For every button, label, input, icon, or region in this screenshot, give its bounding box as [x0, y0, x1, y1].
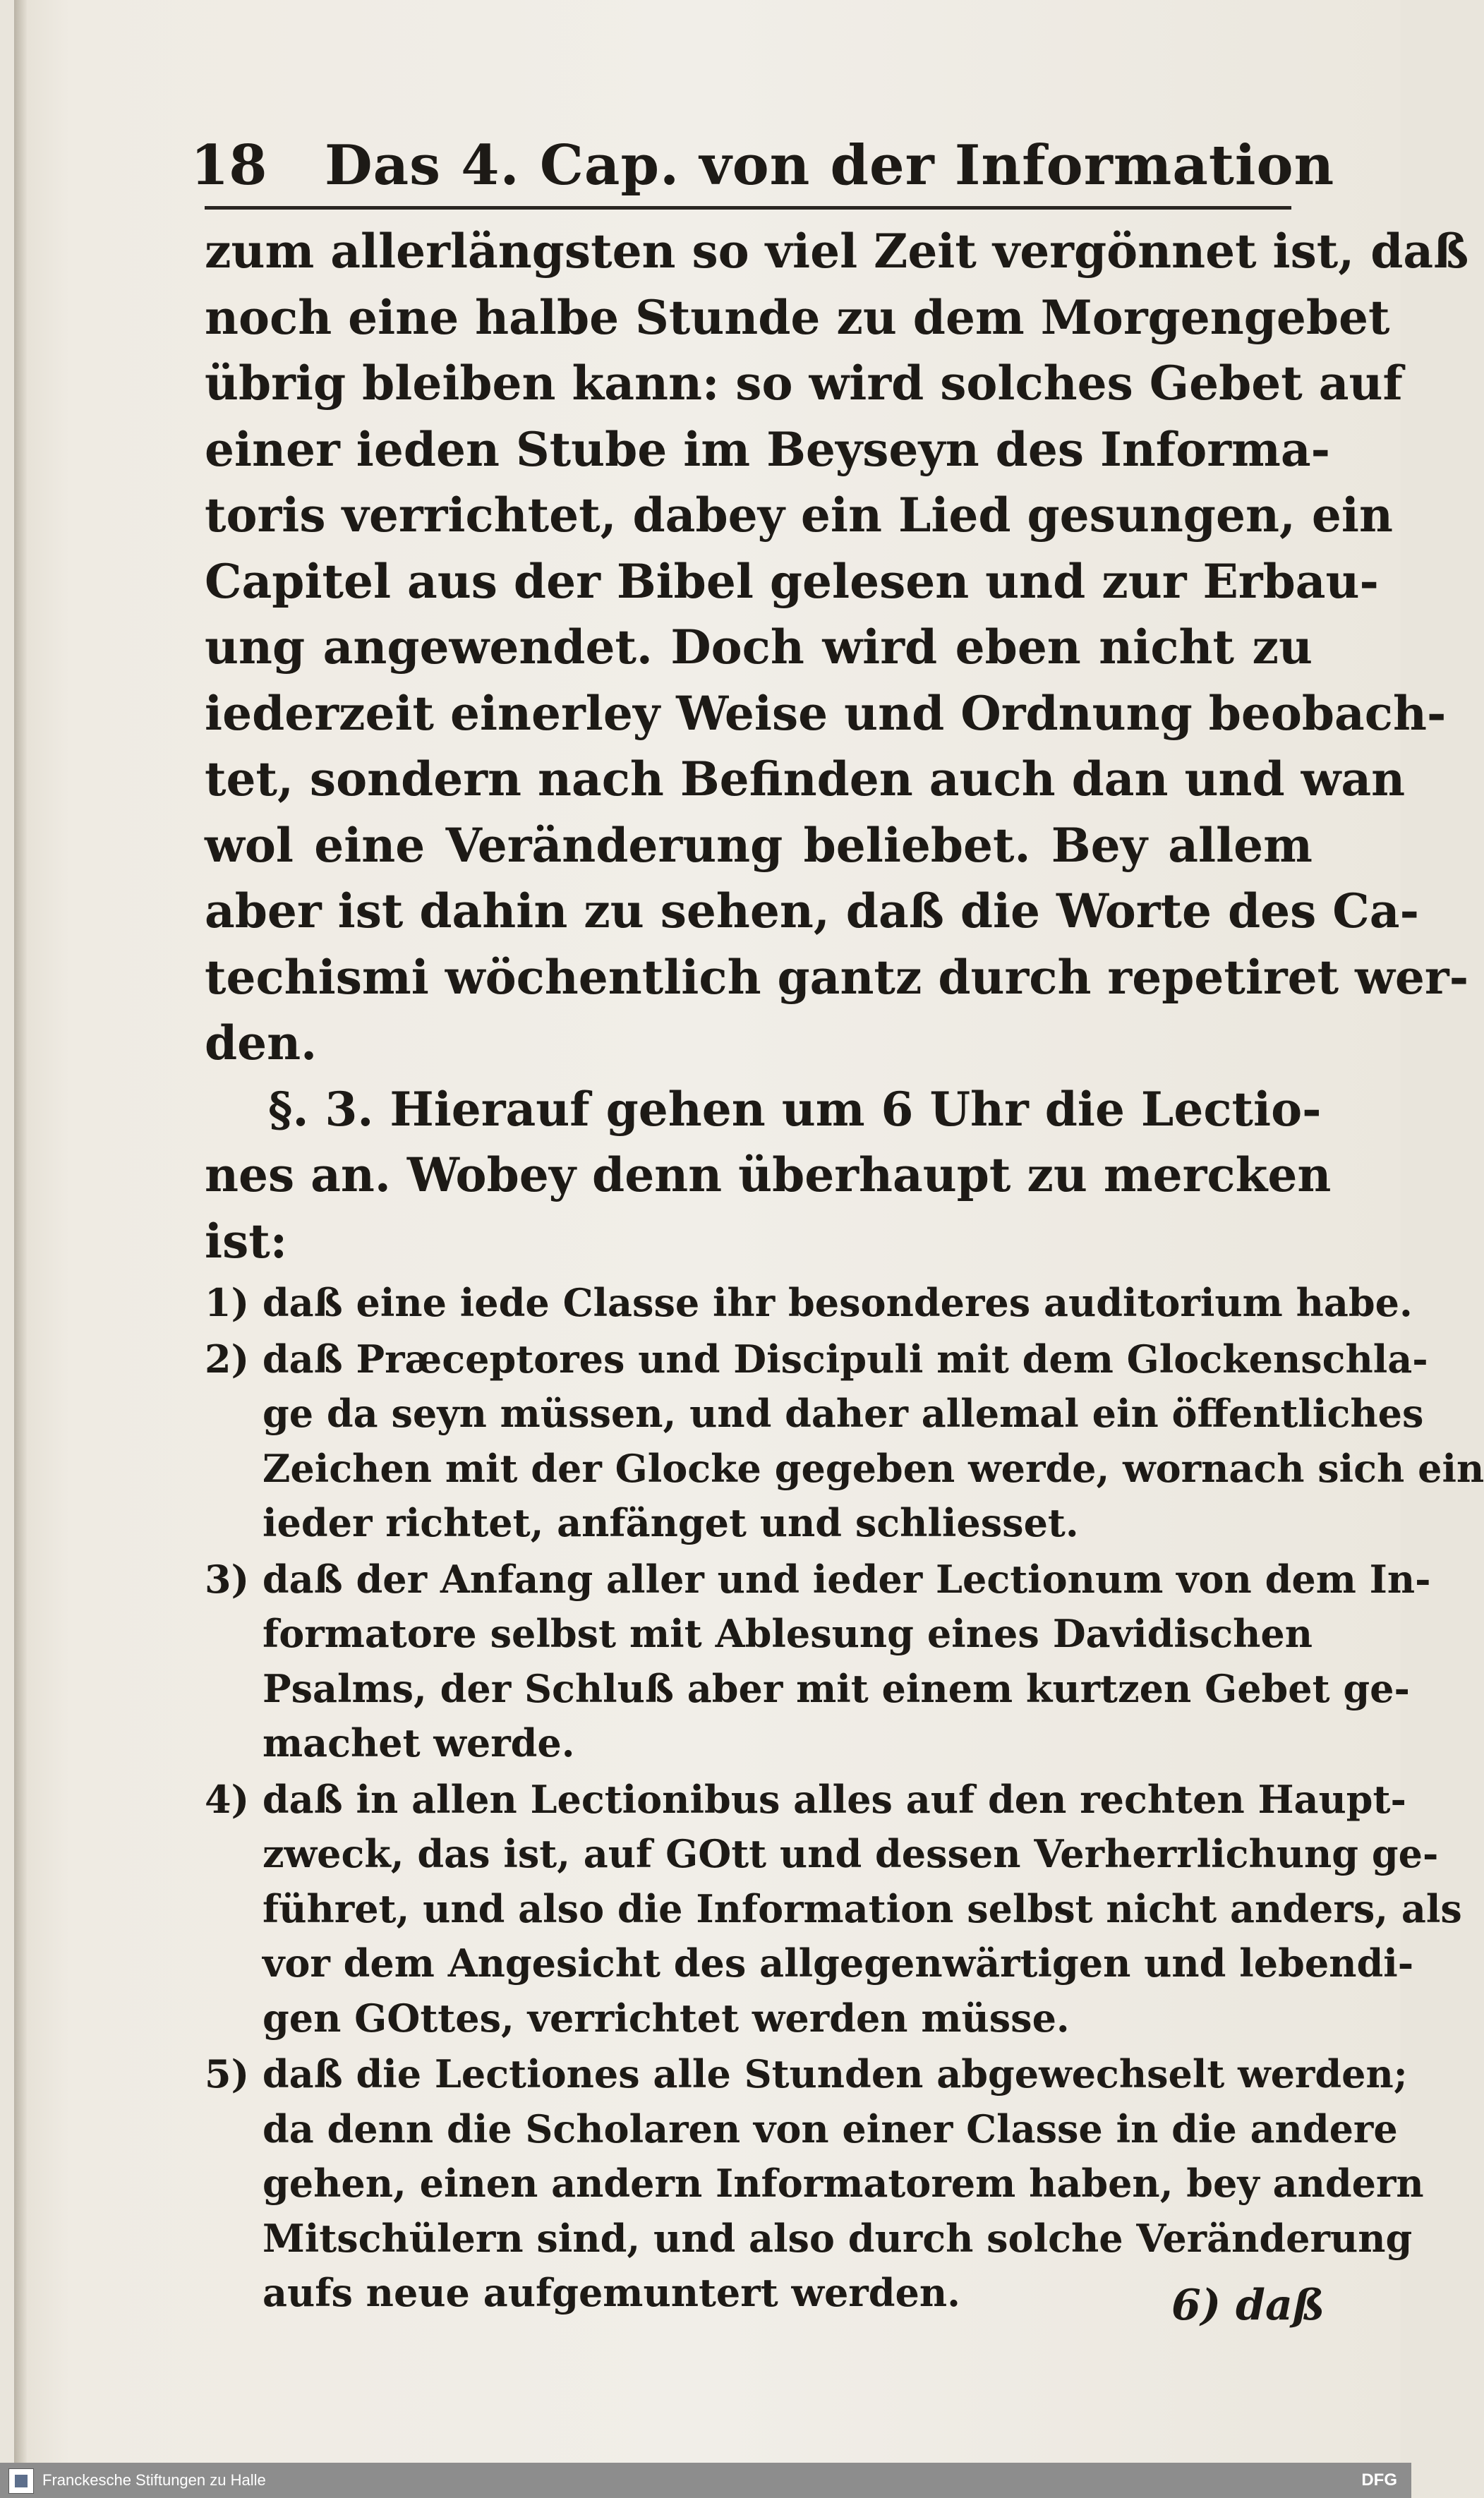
text-line: Capitel aus der Bibel gelesen und zur Erbau- [205, 553, 1379, 609]
text-line: techismi wöchentlich gantz durch repetiret wer- [205, 949, 1469, 1005]
text-line: aber ist dahin zu sehen, daß die Worte des Ca- [205, 883, 1419, 939]
list-item-line: da denn die Scholaren von einer Classe in die andere [263, 2106, 1398, 2152]
text-line: nes an. Wobey denn überhaupt zu mercken [205, 1147, 1332, 1202]
text-line: iederzeit einerley Weise und Ordnung beobach- [205, 685, 1447, 741]
spine-shadow [14, 0, 27, 2463]
list-item-line: formatore selbst mit Ablesung eines Davidischen [263, 1611, 1313, 1656]
list-item-line: Psalms, der Schluß aber mit einem kurtzen Gebet ge- [263, 1665, 1410, 1711]
list-item-line: 4) daß in allen Lectionibus alles auf den rechten Haupt- [205, 1776, 1406, 1822]
institution-name: Franckesche Stiftungen zu Halle [42, 2471, 266, 2489]
list-item-line: Zeichen mit der Glocke gegeben werde, wornach sich ein [263, 1445, 1484, 1491]
paragraph-2-cont [205, 1142, 1332, 1274]
text-line: ist: [205, 1213, 288, 1269]
list-item-line: gehen, einen andern Informatorem haben, bey andern [263, 2161, 1424, 2206]
text-line: zum allerlängsten so viel Zeit vergönnet ist, daß [205, 224, 1469, 279]
list-item-1 [205, 1276, 1413, 1331]
paragraph-1 [205, 219, 1469, 1077]
list-item-5 [205, 2047, 1424, 2321]
list-item-line: zweck, das ist, auf GOtt und dessen Verherrlichung ge- [263, 1831, 1439, 1876]
text-line: wol eine Veränderung beliebet. Bey allem [205, 817, 1313, 873]
list-item-line: gen GOttes, verrichtet werden müsse. [263, 1995, 1070, 2041]
catchword: 6) daß [1171, 2281, 1325, 2330]
text-line: §. 3. Hierauf gehen um 6 Uhr die Lectio- [268, 1081, 1322, 1137]
paragraph-2 [205, 1077, 1322, 1143]
list-item-line: 1) daß eine iede Classe ihr besonderes auditorium habe. [205, 1280, 1413, 1325]
page-number: 18 [191, 133, 267, 198]
list-item-line: ieder richtet, anfänget und schliesset. [263, 1500, 1079, 1545]
text-line: einer ieden Stube im Beyseyn des Informa- [205, 421, 1330, 477]
text-line: ung angewendet. Doch wird eben nicht zu [205, 620, 1313, 675]
list-item-line: ge da seyn müssen, und daher allemal ein öffentliches [263, 1391, 1424, 1436]
viewer-footer [0, 2463, 1411, 2498]
page-header [191, 123, 1335, 208]
dfg-logo: DFG [1361, 2470, 1397, 2490]
list-item-2 [205, 1332, 1484, 1551]
lection-rules-list [205, 1276, 1484, 2321]
text-line: übrig bleiben kann: so wird solches Gebet auf [205, 356, 1403, 411]
list-item-line: 5) daß die Lectiones alle Stunden abgewechselt werden; [205, 2051, 1408, 2096]
list-item-line: 3) daß der Anfang aller und ieder Lectionum von dem In- [205, 1556, 1431, 1602]
list-item-line: 2) daß Præceptores und Discipuli mit dem Glockenschla- [205, 1336, 1428, 1382]
list-item-3 [205, 1552, 1431, 1771]
list-item-line: Mitschülern sind, und also durch solche Veränderung [263, 2215, 1413, 2261]
list-item-line: machet werde. [263, 1720, 575, 1766]
text-line: den. [205, 1015, 318, 1070]
body-text [205, 219, 1484, 2322]
header-rule [205, 206, 1291, 210]
text-line: tet, sondern nach Befinden auch dan und wan [205, 752, 1406, 807]
list-item-line: vor dem Angesicht des allgegenwärtigen und lebendi- [263, 1941, 1414, 1986]
list-item-line: aufs neue aufgemuntert werden. [263, 2270, 960, 2315]
running-head: Das 4. Cap. von der Information [325, 133, 1335, 198]
text-line: noch eine halbe Stunde zu dem Morgengebet [205, 289, 1390, 345]
institution-logo-icon [8, 2468, 34, 2494]
list-item-line: führet, und also die Information selbst nicht anders, als [263, 1885, 1462, 1931]
text-line: toris verrichtet, dabey ein Lied gesungen, ein [205, 488, 1393, 543]
list-item-4 [205, 1773, 1462, 2046]
